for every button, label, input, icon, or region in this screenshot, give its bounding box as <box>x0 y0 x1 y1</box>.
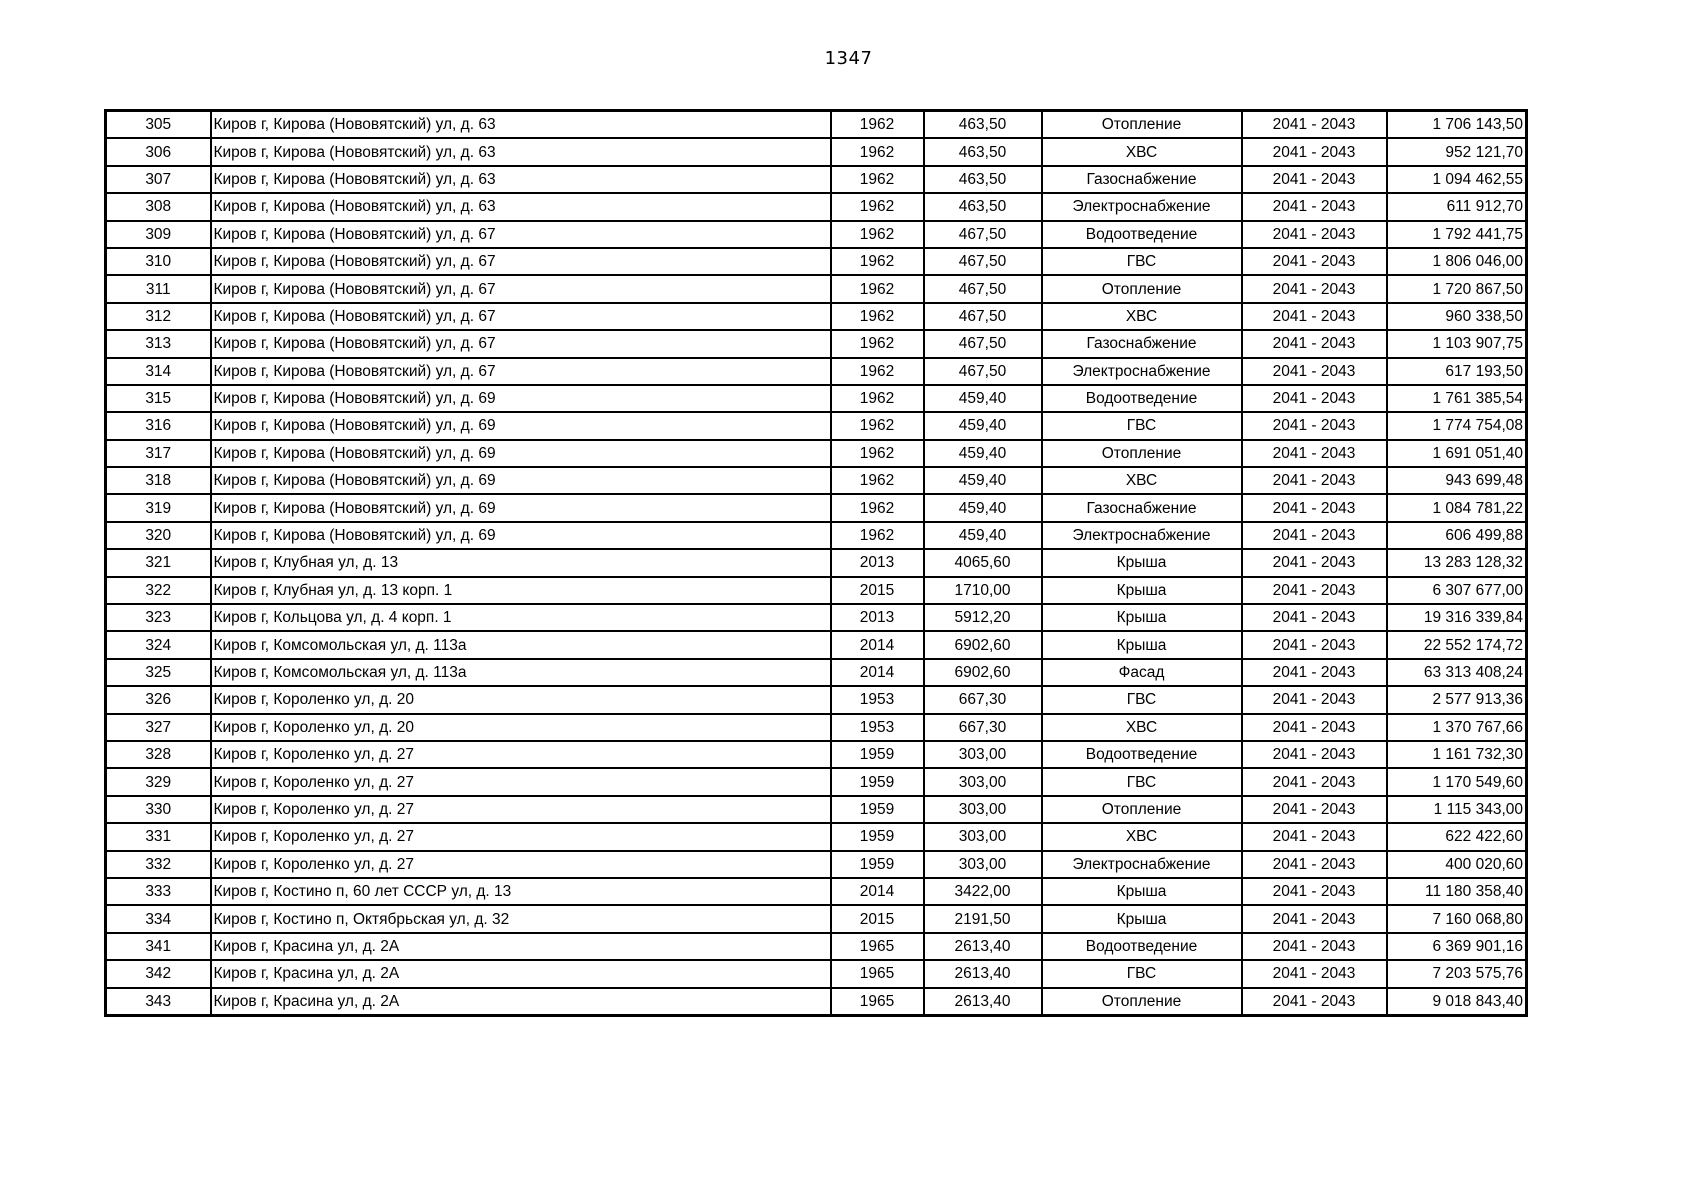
year-built-cell: 1965 <box>831 933 924 960</box>
table-row <box>106 248 1527 275</box>
table-row <box>106 111 1527 139</box>
table-row <box>106 138 1527 165</box>
row-number-cell: 313 <box>106 330 211 357</box>
area-cell: 5912,20 <box>924 604 1042 631</box>
row-number-cell: 323 <box>106 604 211 631</box>
area-cell: 459,40 <box>924 440 1042 467</box>
area-cell: 2613,40 <box>924 960 1042 987</box>
work-type-cell: ХВС <box>1042 714 1242 741</box>
period-cell: 2041 - 2043 <box>1242 851 1387 878</box>
period-cell: 2041 - 2043 <box>1242 358 1387 385</box>
row-number-cell: 334 <box>106 905 211 932</box>
address-cell: Киров г, Короленко ул, д. 27 <box>211 768 831 795</box>
work-type-cell: Отопление <box>1042 796 1242 823</box>
cost-cell: 63 313 408,24 <box>1387 659 1527 686</box>
work-type-cell: Отопление <box>1042 275 1242 302</box>
work-type-cell: Водоотведение <box>1042 741 1242 768</box>
period-cell: 2041 - 2043 <box>1242 659 1387 686</box>
address-cell: Киров г, Короленко ул, д. 27 <box>211 796 831 823</box>
address-cell: Киров г, Кирова (Нововятский) ул, д. 63 <box>211 166 831 193</box>
year-built-cell: 1959 <box>831 796 924 823</box>
work-type-cell: Крыша <box>1042 878 1242 905</box>
period-cell: 2041 - 2043 <box>1242 878 1387 905</box>
table-row <box>106 686 1527 713</box>
work-type-cell: Электроснабжение <box>1042 851 1242 878</box>
row-number-cell: 314 <box>106 358 211 385</box>
area-cell: 6902,60 <box>924 659 1042 686</box>
address-cell: Киров г, Красина ул, д. 2А <box>211 988 831 1016</box>
table-row <box>106 851 1527 878</box>
address-cell: Киров г, Кирова (Нововятский) ул, д. 67 <box>211 275 831 302</box>
year-built-cell: 2013 <box>831 549 924 576</box>
cost-cell: 1 792 441,75 <box>1387 221 1527 248</box>
period-cell: 2041 - 2043 <box>1242 440 1387 467</box>
period-cell: 2041 - 2043 <box>1242 823 1387 850</box>
year-built-cell: 1962 <box>831 221 924 248</box>
cost-cell: 400 020,60 <box>1387 851 1527 878</box>
work-type-cell: Отопление <box>1042 440 1242 467</box>
row-number-cell: 329 <box>106 768 211 795</box>
work-type-cell: ХВС <box>1042 467 1242 494</box>
area-cell: 459,40 <box>924 467 1042 494</box>
row-number-cell: 316 <box>106 412 211 439</box>
address-cell: Киров г, Короленко ул, д. 20 <box>211 686 831 713</box>
table-row <box>106 549 1527 576</box>
work-type-cell: ХВС <box>1042 823 1242 850</box>
table-row <box>106 878 1527 905</box>
table-row <box>106 221 1527 248</box>
area-cell: 2613,40 <box>924 933 1042 960</box>
repair-schedule-table <box>104 109 1528 1017</box>
cost-cell: 9 018 843,40 <box>1387 988 1527 1016</box>
area-cell: 303,00 <box>924 741 1042 768</box>
area-cell: 463,50 <box>924 138 1042 165</box>
period-cell: 2041 - 2043 <box>1242 166 1387 193</box>
year-built-cell: 1962 <box>831 385 924 412</box>
address-cell: Киров г, Кирова (Нововятский) ул, д. 67 <box>211 221 831 248</box>
year-built-cell: 2013 <box>831 604 924 631</box>
cost-cell: 943 699,48 <box>1387 467 1527 494</box>
table-row <box>106 275 1527 302</box>
work-type-cell: ГВС <box>1042 248 1242 275</box>
work-type-cell: Отопление <box>1042 988 1242 1016</box>
cost-cell: 1 370 767,66 <box>1387 714 1527 741</box>
row-number-cell: 331 <box>106 823 211 850</box>
area-cell: 459,40 <box>924 385 1042 412</box>
table-row <box>106 905 1527 932</box>
address-cell: Киров г, Короленко ул, д. 27 <box>211 851 831 878</box>
work-type-cell: ГВС <box>1042 686 1242 713</box>
table-row <box>106 988 1527 1016</box>
address-cell: Киров г, Кирова (Нововятский) ул, д. 69 <box>211 412 831 439</box>
table-row <box>106 577 1527 604</box>
address-cell: Киров г, Костино п, Октябрьская ул, д. 32 <box>211 905 831 932</box>
work-type-cell: Электроснабжение <box>1042 193 1242 220</box>
table-row <box>106 303 1527 330</box>
table-row <box>106 193 1527 220</box>
cost-cell: 22 552 174,72 <box>1387 631 1527 658</box>
area-cell: 467,50 <box>924 330 1042 357</box>
address-cell: Киров г, Кирова (Нововятский) ул, д. 63 <box>211 193 831 220</box>
cost-cell: 622 422,60 <box>1387 823 1527 850</box>
row-number-cell: 328 <box>106 741 211 768</box>
address-cell: Киров г, Красина ул, д. 2А <box>211 960 831 987</box>
area-cell: 667,30 <box>924 686 1042 713</box>
work-type-cell: ГВС <box>1042 960 1242 987</box>
cost-cell: 11 180 358,40 <box>1387 878 1527 905</box>
period-cell: 2041 - 2043 <box>1242 796 1387 823</box>
cost-cell: 1 103 907,75 <box>1387 330 1527 357</box>
row-number-cell: 325 <box>106 659 211 686</box>
work-type-cell: Крыша <box>1042 631 1242 658</box>
work-type-cell: Водоотведение <box>1042 933 1242 960</box>
period-cell: 2041 - 2043 <box>1242 111 1387 139</box>
table-row <box>106 494 1527 521</box>
period-cell: 2041 - 2043 <box>1242 221 1387 248</box>
row-number-cell: 308 <box>106 193 211 220</box>
address-cell: Киров г, Костино п, 60 лет СССР ул, д. 13 <box>211 878 831 905</box>
address-cell: Киров г, Кирова (Нововятский) ул, д. 63 <box>211 111 831 139</box>
period-cell: 2041 - 2043 <box>1242 412 1387 439</box>
cost-cell: 1 720 867,50 <box>1387 275 1527 302</box>
row-number-cell: 318 <box>106 467 211 494</box>
year-built-cell: 1962 <box>831 248 924 275</box>
year-built-cell: 1953 <box>831 714 924 741</box>
address-cell: Киров г, Короленко ул, д. 20 <box>211 714 831 741</box>
row-number-cell: 332 <box>106 851 211 878</box>
address-cell: Киров г, Кирова (Нововятский) ул, д. 69 <box>211 440 831 467</box>
table-body <box>106 111 1527 1016</box>
cost-cell: 6 307 677,00 <box>1387 577 1527 604</box>
cost-cell: 952 121,70 <box>1387 138 1527 165</box>
address-cell: Киров г, Короленко ул, д. 27 <box>211 823 831 850</box>
address-cell: Киров г, Кирова (Нововятский) ул, д. 69 <box>211 522 831 549</box>
year-built-cell: 2015 <box>831 905 924 932</box>
area-cell: 463,50 <box>924 166 1042 193</box>
period-cell: 2041 - 2043 <box>1242 714 1387 741</box>
year-built-cell: 1959 <box>831 823 924 850</box>
year-built-cell: 1959 <box>831 851 924 878</box>
row-number-cell: 324 <box>106 631 211 658</box>
period-cell: 2041 - 2043 <box>1242 522 1387 549</box>
area-cell: 467,50 <box>924 358 1042 385</box>
cost-cell: 606 499,88 <box>1387 522 1527 549</box>
period-cell: 2041 - 2043 <box>1242 494 1387 521</box>
table-row <box>106 933 1527 960</box>
page-number: 1347 <box>824 48 873 69</box>
cost-cell: 1 115 343,00 <box>1387 796 1527 823</box>
year-built-cell: 1962 <box>831 522 924 549</box>
address-cell: Киров г, Кирова (Нововятский) ул, д. 69 <box>211 494 831 521</box>
period-cell: 2041 - 2043 <box>1242 768 1387 795</box>
year-built-cell: 1965 <box>831 960 924 987</box>
area-cell: 2613,40 <box>924 988 1042 1016</box>
period-cell: 2041 - 2043 <box>1242 577 1387 604</box>
table-row <box>106 604 1527 631</box>
cost-cell: 7 160 068,80 <box>1387 905 1527 932</box>
table-row <box>106 714 1527 741</box>
area-cell: 463,50 <box>924 193 1042 220</box>
area-cell: 467,50 <box>924 221 1042 248</box>
row-number-cell: 322 <box>106 577 211 604</box>
cost-cell: 1 084 781,22 <box>1387 494 1527 521</box>
work-type-cell: ГВС <box>1042 768 1242 795</box>
period-cell: 2041 - 2043 <box>1242 138 1387 165</box>
work-type-cell: Водоотведение <box>1042 385 1242 412</box>
cost-cell: 1 161 732,30 <box>1387 741 1527 768</box>
area-cell: 463,50 <box>924 111 1042 139</box>
cost-cell: 1 094 462,55 <box>1387 166 1527 193</box>
table-row <box>106 385 1527 412</box>
row-number-cell: 342 <box>106 960 211 987</box>
period-cell: 2041 - 2043 <box>1242 741 1387 768</box>
row-number-cell: 317 <box>106 440 211 467</box>
period-cell: 2041 - 2043 <box>1242 467 1387 494</box>
table-row <box>106 467 1527 494</box>
year-built-cell: 1959 <box>831 768 924 795</box>
table-row <box>106 522 1527 549</box>
area-cell: 467,50 <box>924 248 1042 275</box>
period-cell: 2041 - 2043 <box>1242 248 1387 275</box>
work-type-cell: ХВС <box>1042 138 1242 165</box>
row-number-cell: 305 <box>106 111 211 139</box>
period-cell: 2041 - 2043 <box>1242 193 1387 220</box>
year-built-cell: 1962 <box>831 275 924 302</box>
address-cell: Киров г, Кирова (Нововятский) ул, д. 63 <box>211 138 831 165</box>
work-type-cell: Крыша <box>1042 604 1242 631</box>
work-type-cell: ХВС <box>1042 303 1242 330</box>
area-cell: 4065,60 <box>924 549 1042 576</box>
cost-cell: 1 706 143,50 <box>1387 111 1527 139</box>
year-built-cell: 1962 <box>831 166 924 193</box>
year-built-cell: 1962 <box>831 330 924 357</box>
work-type-cell: Водоотведение <box>1042 221 1242 248</box>
row-number-cell: 315 <box>106 385 211 412</box>
table-row <box>106 768 1527 795</box>
address-cell: Киров г, Клубная ул, д. 13 <box>211 549 831 576</box>
year-built-cell: 2014 <box>831 631 924 658</box>
row-number-cell: 326 <box>106 686 211 713</box>
row-number-cell: 307 <box>106 166 211 193</box>
row-number-cell: 309 <box>106 221 211 248</box>
year-built-cell: 1962 <box>831 494 924 521</box>
year-built-cell: 2015 <box>831 577 924 604</box>
cost-cell: 617 193,50 <box>1387 358 1527 385</box>
cost-cell: 7 203 575,76 <box>1387 960 1527 987</box>
address-cell: Киров г, Красина ул, д. 2А <box>211 933 831 960</box>
work-type-cell: Крыша <box>1042 577 1242 604</box>
row-number-cell: 343 <box>106 988 211 1016</box>
address-cell: Киров г, Кирова (Нововятский) ул, д. 67 <box>211 330 831 357</box>
table-row <box>106 960 1527 987</box>
table-row <box>106 358 1527 385</box>
address-cell: Киров г, Короленко ул, д. 27 <box>211 741 831 768</box>
row-number-cell: 311 <box>106 275 211 302</box>
cost-cell: 6 369 901,16 <box>1387 933 1527 960</box>
address-cell: Киров г, Кирова (Нововятский) ул, д. 69 <box>211 385 831 412</box>
year-built-cell: 1953 <box>831 686 924 713</box>
address-cell: Киров г, Кирова (Нововятский) ул, д. 67 <box>211 248 831 275</box>
period-cell: 2041 - 2043 <box>1242 988 1387 1016</box>
address-cell: Киров г, Кирова (Нововятский) ул, д. 67 <box>211 303 831 330</box>
address-cell: Киров г, Комсомольская ул, д. 113а <box>211 631 831 658</box>
year-built-cell: 1959 <box>831 741 924 768</box>
period-cell: 2041 - 2043 <box>1242 686 1387 713</box>
period-cell: 2041 - 2043 <box>1242 303 1387 330</box>
row-number-cell: 320 <box>106 522 211 549</box>
work-type-cell: ГВС <box>1042 412 1242 439</box>
year-built-cell: 1962 <box>831 440 924 467</box>
year-built-cell: 1962 <box>831 467 924 494</box>
area-cell: 667,30 <box>924 714 1042 741</box>
period-cell: 2041 - 2043 <box>1242 960 1387 987</box>
cost-cell: 1 691 051,40 <box>1387 440 1527 467</box>
period-cell: 2041 - 2043 <box>1242 330 1387 357</box>
area-cell: 303,00 <box>924 768 1042 795</box>
area-cell: 467,50 <box>924 303 1042 330</box>
row-number-cell: 330 <box>106 796 211 823</box>
cost-cell: 19 316 339,84 <box>1387 604 1527 631</box>
address-cell: Киров г, Кирова (Нововятский) ул, д. 69 <box>211 467 831 494</box>
area-cell: 303,00 <box>924 851 1042 878</box>
table-row <box>106 741 1527 768</box>
table-row <box>106 796 1527 823</box>
period-cell: 2041 - 2043 <box>1242 631 1387 658</box>
address-cell: Киров г, Кирова (Нововятский) ул, д. 67 <box>211 358 831 385</box>
table-row <box>106 659 1527 686</box>
cost-cell: 13 283 128,32 <box>1387 549 1527 576</box>
row-number-cell: 310 <box>106 248 211 275</box>
year-built-cell: 2014 <box>831 878 924 905</box>
table-row <box>106 823 1527 850</box>
year-built-cell: 1962 <box>831 138 924 165</box>
work-type-cell: Крыша <box>1042 905 1242 932</box>
cost-cell: 2 577 913,36 <box>1387 686 1527 713</box>
period-cell: 2041 - 2043 <box>1242 933 1387 960</box>
address-cell: Киров г, Клубная ул, д. 13 корп. 1 <box>211 577 831 604</box>
area-cell: 459,40 <box>924 412 1042 439</box>
period-cell: 2041 - 2043 <box>1242 385 1387 412</box>
area-cell: 467,50 <box>924 275 1042 302</box>
year-built-cell: 1962 <box>831 358 924 385</box>
work-type-cell: Крыша <box>1042 549 1242 576</box>
year-built-cell: 1962 <box>831 303 924 330</box>
cost-cell: 1 761 385,54 <box>1387 385 1527 412</box>
row-number-cell: 306 <box>106 138 211 165</box>
area-cell: 459,40 <box>924 494 1042 521</box>
cost-cell: 1 806 046,00 <box>1387 248 1527 275</box>
work-type-cell: Фасад <box>1042 659 1242 686</box>
row-number-cell: 321 <box>106 549 211 576</box>
address-cell: Киров г, Комсомольская ул, д. 113а <box>211 659 831 686</box>
period-cell: 2041 - 2043 <box>1242 549 1387 576</box>
work-type-cell: Газоснабжение <box>1042 166 1242 193</box>
year-built-cell: 1965 <box>831 988 924 1016</box>
year-built-cell: 2014 <box>831 659 924 686</box>
work-type-cell: Отопление <box>1042 111 1242 139</box>
table-row <box>106 166 1527 193</box>
row-number-cell: 333 <box>106 878 211 905</box>
cost-cell: 1 170 549,60 <box>1387 768 1527 795</box>
work-type-cell: Электроснабжение <box>1042 358 1242 385</box>
address-cell: Киров г, Кольцова ул, д. 4 корп. 1 <box>211 604 831 631</box>
area-cell: 3422,00 <box>924 878 1042 905</box>
area-cell: 1710,00 <box>924 577 1042 604</box>
table-row <box>106 412 1527 439</box>
year-built-cell: 1962 <box>831 193 924 220</box>
area-cell: 303,00 <box>924 796 1042 823</box>
cost-cell: 1 774 754,08 <box>1387 412 1527 439</box>
table-row <box>106 631 1527 658</box>
work-type-cell: Газоснабжение <box>1042 330 1242 357</box>
area-cell: 303,00 <box>924 823 1042 850</box>
area-cell: 2191,50 <box>924 905 1042 932</box>
period-cell: 2041 - 2043 <box>1242 275 1387 302</box>
table-row <box>106 440 1527 467</box>
year-built-cell: 1962 <box>831 412 924 439</box>
period-cell: 2041 - 2043 <box>1242 905 1387 932</box>
cost-cell: 960 338,50 <box>1387 303 1527 330</box>
row-number-cell: 327 <box>106 714 211 741</box>
table-row <box>106 330 1527 357</box>
row-number-cell: 341 <box>106 933 211 960</box>
period-cell: 2041 - 2043 <box>1242 604 1387 631</box>
row-number-cell: 319 <box>106 494 211 521</box>
cost-cell: 611 912,70 <box>1387 193 1527 220</box>
area-cell: 459,40 <box>924 522 1042 549</box>
work-type-cell: Газоснабжение <box>1042 494 1242 521</box>
row-number-cell: 312 <box>106 303 211 330</box>
year-built-cell: 1962 <box>831 111 924 139</box>
area-cell: 6902,60 <box>924 631 1042 658</box>
work-type-cell: Электроснабжение <box>1042 522 1242 549</box>
